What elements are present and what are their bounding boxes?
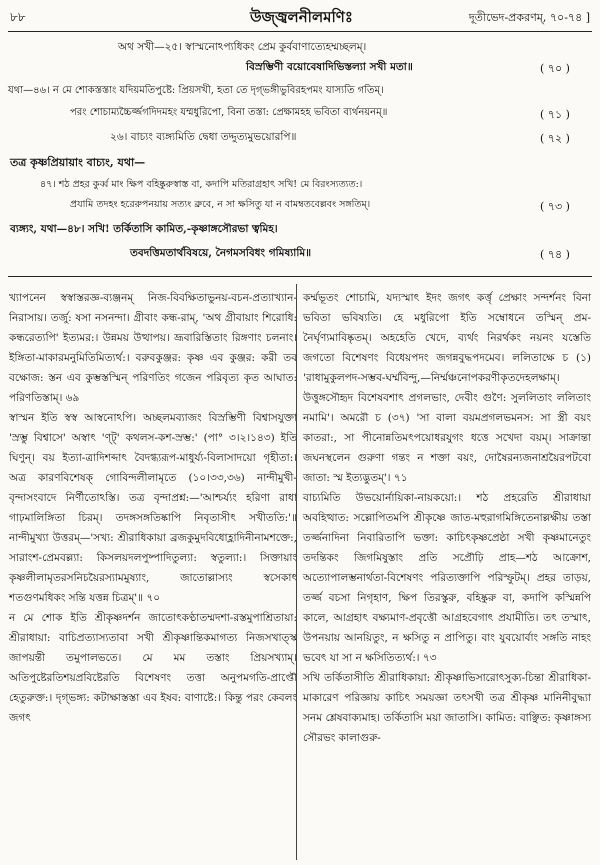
verse-number-71: ( ৭১ ): [540, 108, 570, 121]
header-rule: [8, 31, 592, 32]
commentary-paragraph: সখি তর্কিতাসীতি শ্রীরাধিকায়া: শ্রীকৃষ্ণাভিসারোৎসুক্য-চিন্তা শ্রীরাধিকা-মাকারেণ পরিজ্ঞায় কাচিৎ সময়জ্ঞা তৎসখী তত্র শ্রীকৃষ্ণ মানিনীবুদ্ধ্যা সনম শ্লেষবাক্যমাহ। তর্কিতাসি ময়া জাতাসি। কামিত: বাঞ্ছিত: কৃষ্ণাঙ্গস্য সৌরভং কালাগুরু-: [303, 672, 591, 744]
page-number: ৮৮: [10, 10, 26, 24]
verse-number-70: ( ৭০ ): [540, 62, 570, 75]
commentary-rule: [8, 276, 592, 277]
commentary-paragraph: কর্ম্মভূতং শোচামি, যদ্যস্মাৎ ইদং জগৎ কর্ত্তৃ প্রেক্ষাং সন্দর্শনং বিনা ভবিতা ভবিষ্যতি। হে মধুরিপো ইতি সম্বোধনে তস্মিন্‌ প্রম-নৈর্ঘৃণ্যমাবিষ্কৃতম্‌। অহহেতি খেদে, ব্যর্থং নিরর্থকং নয়নং যস্তেতি জগতো বিশেষণং বিধেয়পদং জগন্নবুদ্ধপদমেব। ললিতাক্ষে চ (১) 'রাধামুকুলপদ-সম্ভব-ঘর্ম্মবিন্দু,—নির্ম্মঞ্চনোপকরণীকৃতদেহলক্ষাম্‌। উত্তুঙ্গসৌহৃদ বিশেষবশাৎ প্রগলভাং, দেবীং গুণৈ: সুললিতাং ললিতাং নমামি'। অমরৌ চ (৩৭) 'সা বালা বয়মপ্রগলভমনস: সা স্ত্রী বয়ং কাতরা:, সা পীনোন্নতিমৎপয়োধরযুগং ধত্তে সখেদা বয়ম্‌। সাক্রান্তা জঘনস্থলেন গুরুণা গন্তং ন শক্তা বয়ং, দোষৈরন্যজনাশ্রয়ৈরপটবো জাতা: স্ম ইত্যদ্ভুতম্‌'। ৭১: [303, 292, 591, 484]
commentary-paragraph: ন মে শোক ইতি শ্রীকৃষ্ণদর্শন জাতোৎকণ্ঠাতম্মদশা-রস্তমুপাশ্রিতায়া: শ্রীরাধায়া: বাচিপ্রত্যাস্যতাবা সখী শ্রীকৃষ্ণান্তিকমাগত্য নিজসখাত্স্ক জাপয়ন্তী তমুপালভতে। মে মম তস্তাং প্রিয়সখ্যাম্‌। অতিপুষ্টেরতিশয়প্রবিষ্টেরতি বিশেষণং তত্তা অনুপমগতি-প্রাপ্তৌ হেতুরুক্ত:। দৃগ্‌ভঙ্গ্য: কটাক্ষাস্তস্তা এব ইষব: বাণাষ্টে:। কিন্তু পরং কেবলং জগৎ: [9, 612, 297, 724]
commentary-paragraph: বাচ্যমিতি উভয়োর্নায়িকা-নায়কয়ো:। শঠ প্রহরেতি শ্রীরাধায়া অবহিত্থাত: সল্লোপিতমপি শ্রীকৃষ্ণে জাত-মহুরাগমিঙ্গিতেনাল্লক্ষীয় তস্তা তর্জ্জনাদিনা নিবারিতাপি ভক্তা: কাচিৎকৃষ্ণপ্রেষ্ঠা সখী কৃষ্ণমানেতুং তদন্তিকং জিগমিষুস্তাং প্রতি সপ্রৌঢ়ি প্রাহ—শঠ আক্রোশ, অত্যোপালম্ভনার্থতা-বিশেষণং পরিত্যক্তাপি পরিস্ফুটম্‌। প্রহর তাড়য়, তর্জ্জ বচসা নিগৃহাণ, ক্ষিপ তিরস্কুরু, বহিষ্কুরু বা, কদাপি কস্মিন্নপি কালে, আগ্রহাৎ বক্ষ্যমাণ-প্রবৃত্তৌ আগ্রহবেগাৎ প্রযামীতি। তৎ তস্মাৎ, উপনয়ায় আনয়িতুং, ন ক্ষসিতু ন প্রাপিতু। বাং যুবয়োর্বাং সঙ্গতি নাহং ভবেৎ যা সা ন ক্ষসিতিত্যর্থ:। ৭৩: [303, 492, 591, 664]
commentary-right-column: [303, 288, 591, 748]
example-48-line-2: তবদত্তিমতার্থবিষয়ে, নৈগমসবিধং গমিষ্যামি॥: [130, 247, 312, 259]
column-divider: [296, 284, 297, 860]
verse-number-73: ( ৭৩ ): [540, 200, 570, 213]
vachya-heading: তত্র কৃষ্ণপ্রিয়ায়াং বাচ্যং, যথা—: [10, 156, 146, 169]
verse-26: ২৬। বাচ্যং ব্যঙ্গ্যমিতি দ্বেধা তদ্দুত্যমুভয়োরপি॥: [110, 131, 297, 143]
verse-number-74: ( ৭৪ ): [540, 248, 570, 261]
example-46-line-1: যথা—৪৬। ন মে শোকস্তস্তাং যদিয়মতিপুষ্টে: প্রিয়সখী, হতা তে দৃগ্‌ভঙ্গীভুবিরহপমং যাস্যতি গতিম্‌।: [8, 85, 384, 96]
commentary-left-column: [9, 288, 297, 728]
section-reference: দূতীভেদ-প্রকরণম্‌, ৭০-৭৪ ]: [468, 11, 590, 24]
example-46-line-2: পরং শোচাম্যচ্চৈর্জ্জগদিদমহং যম্মধুরিপো, বিনা তস্তা: প্রেক্ষামহহ ভবিতা ব্যর্থনয়নম্‌॥: [70, 107, 388, 118]
example-48-line-1: ব্যঙ্গ্যং, যথা—৪৮। সখি! তর্কিতাসি কামিত,-কৃষ্ণাঙ্গসৌরভা ত্বমিহ।: [10, 223, 278, 235]
page-header: [0, 6, 600, 28]
example-47-line-1: ৪৭। শঠ প্রহর কুর্ব্ব মাং ক্ষিপ বহিষ্কুরুস্বাস্ত বা, কদাপি মতিরাগ্রহাৎ সখি! মে বিরংস্যত্যত:।: [40, 179, 363, 190]
commentary-paragraph: স্বাস্মন ইতি স্বস্ব আস্বনোঽপি। অচ্ছলমব্যাজং বিস্রম্ভিণী বিশ্বাসযুক্তা 'স্রম্ভু বিশ্বাসে' অস্বাৎ 'ণ্ট্' কথলস-কশ-স্রম্ভ:' (পা° ৩।২।১৪৩) ইতি ঘিণুন্‌। বয় ইত্যা-ত্রাদিশব্দাৎ বৈদগ্ধ্যরূপ-মাধুর্য্য-বিলাসাদয়ো গৃহীতা:। অত্র কারণবিশেষক্ গোবিন্দলীলামৃতে (১০।৩৩,৩৬) নান্দীমুখী-বৃন্দাসংবাদে নির্ণীতোঽস্তি। তত্র বৃন্দাপ্রশ্ন:—'আশ্চর্য্যং হরিণা রাধা গাঢ়মালিঙ্গিতা চিরম্‌। তদঙ্গসঙ্গতিষ্কাপি নিবৃতাসীৎ সখীততি:'॥ নান্দীমুখ্যা উত্তরম্—'সখ্য: শ্রীরাধিকায়া ব্রজকুমুদবিধোহ্লাদিনীনামশক্তে:, সারাংশ-প্রেমবল্ল্যা: কিসলয়দলপুষ্পাদিতুল্যা: স্বতুল্যা:। সিক্তায়াং কৃষ্ণলীলামৃতরসনিচয়ৈরস্যামমুষ্যাং, জাতোল্লাস্যং স্বসেকাৎ শতগুণমধিকং সন্তি যত্তন্ন চিত্রম্‌'॥ ৭০: [9, 412, 297, 604]
verse-25-heading: অথ সখী—২৫। স্বাস্মনোঽপ্যধিকং প্রেম কুর্ববাণাত্যেহম্মচ্ছলম্‌।: [118, 41, 367, 53]
book-title: উজ্জ্বলনীলমণিঃ: [250, 8, 353, 26]
commentary-paragraph: খ্যাপনেন স্বস্বাস্তরজ্ঞ-ব্যঞ্জনম্‌ নিজ-বিবক্ষিতাভুনয়-বচন-প্রত্যাখ্যান-নিরাসায়। তর্জু: ষসা নসনন্দা। গ্রীবাং কন্ধ-রাম্‌, 'অথ গ্রীবায়াং শিরোধি: কন্ধরেত্যপি' ইত্যমর:। উন্নময় উত্থাপয়। ভ্রূবারিস্তিতাং রিঙ্গণাং চলনাং। ইঙ্গিতা-মাকারমনুমিতিমিত্যর্থ:। বরুবকুঞ্জর: কৃষ্ণ এব কুঞ্জর: করী তব বক্ষোজ: স্তন এব কুম্ভস্তস্মিন্‌ পরিণতিং গজেন পরিবৃত্য কৃত আঘাত: পরিণতিস্তাম্‌। ৬৯: [9, 292, 297, 404]
verse-number-72: ( ৭২ ): [540, 132, 570, 145]
example-47-line-2: প্রযামি তদহং হরেরুপনয়ায় সত্যং ব্রুবে, ন সা ক্ষসিতু যা ন বামম্বতবেল্লবং সঙ্গতিম্‌।: [70, 199, 371, 210]
verse-25-line: বিস্রম্ভিণী বয়োবেষাদিভিস্তল্যা সখী মতা॥: [246, 61, 413, 73]
